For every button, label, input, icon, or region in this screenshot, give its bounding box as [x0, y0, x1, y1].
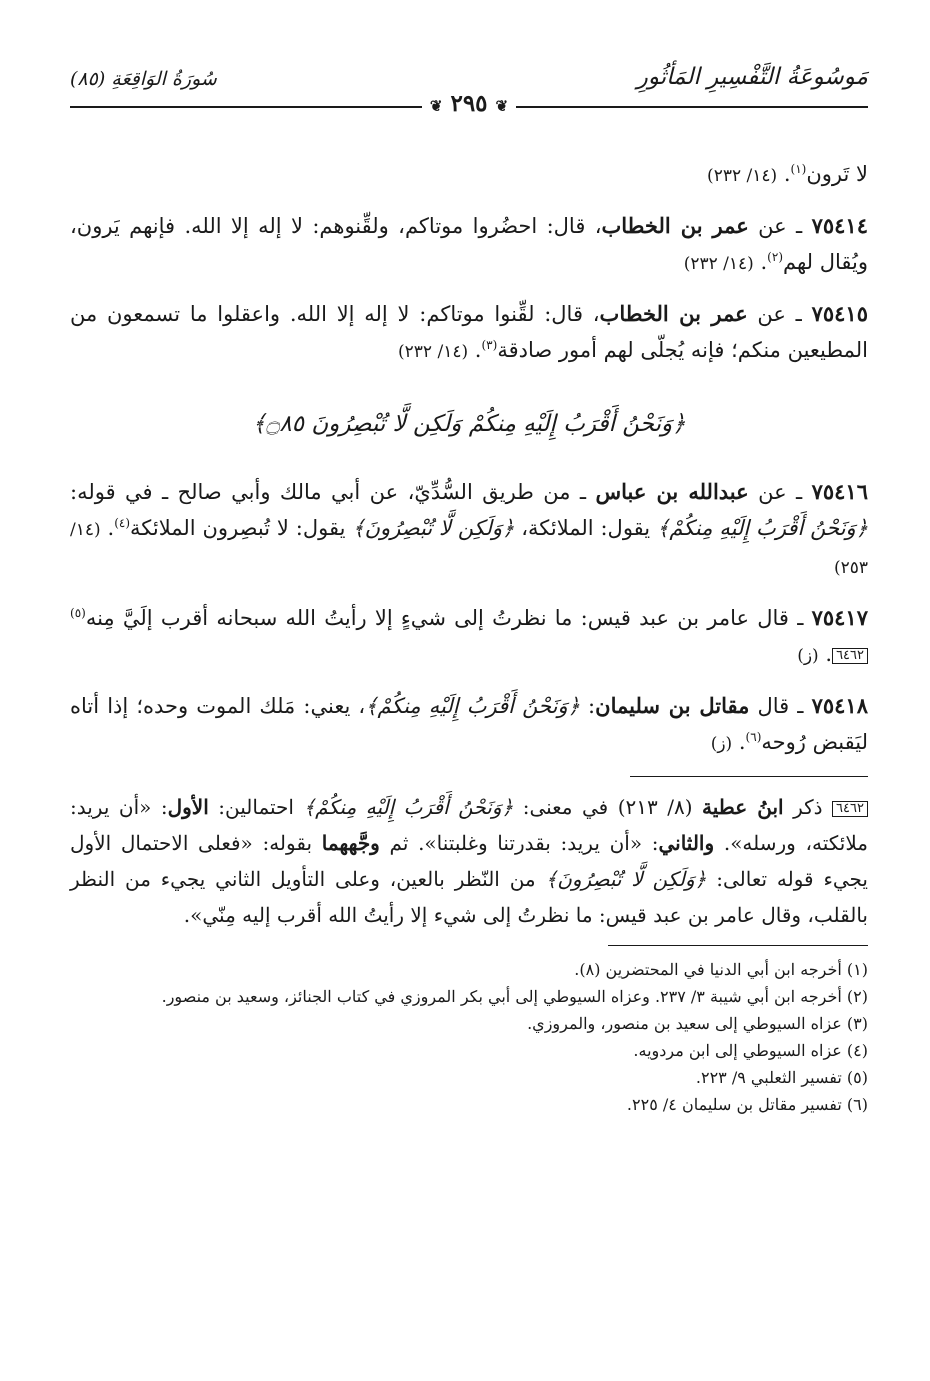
wajjah-label: وجَّههما	[321, 831, 380, 855]
narrator-name: عبدالله بن عباس	[595, 479, 749, 504]
footnote-mark: (٣)	[481, 338, 498, 352]
quran-quote: ﴿وَنَحْنُ أَقْرَبُ إِلَيْهِ مِنكُمْ﴾	[303, 795, 514, 819]
footnote: (٤) عزاه السيوطي إلى ابن مردويه.	[633, 1041, 868, 1060]
volume-reference: (١٤/ ٢٣٢)	[398, 342, 469, 362]
commentary-tag: ٦٤٦٢	[832, 648, 868, 664]
narration-entry: ٧٥٤١٤ ـ عن عمر بن الخطاب، قال: احضُروا موتاكم، ولقِّنوهم: لا إله إلا الله. فإنهم يَرون، ويُقال لهم$^{(٢)}$. (١٤/ ٢٣٢)	[70, 213, 868, 274]
ornament-icon: ❦	[429, 97, 443, 115]
entry-number: ٧٥٤١٥	[811, 301, 868, 326]
quran-quote: ﴿وَلَكِن لَّا تُبْصِرُونَ﴾	[545, 867, 707, 891]
book-title: مَوسُوعَةُ التَّفْسِيرِ المَأثُورِ	[636, 64, 868, 90]
first-label: الأول	[167, 795, 209, 819]
volume-reference: (ز)	[797, 646, 819, 666]
narration-entry: ٧٥٤١٦ ـ عن عبدالله بن عباس ـ من طريق السُّدِّيّ، عن أبي مالك وأبي صالح ـ في قوله: ﴿وَنَحْنُ أَقْرَبُ إِلَيْهِ مِنكُمْ﴾ يقول: الملائكة، ﴿وَلَكِن لَّا تُبْصِرُونَ﴾ يقول: لا تُبصِرون الملائكة$^{(٤)}$. (١٤/ ٢٥٣)	[70, 479, 869, 578]
footnote-mark: (٥)	[70, 606, 86, 620]
page-header	[70, 62, 868, 117]
volume-reference: (١٤/ ٢٣٢)	[707, 166, 778, 186]
narration-entry: ٧٥٤١٧ ـ قال عامر بن عبد قيس: ما نظرتُ إلى شيءٍ إلا رأيتُ الله سبحانه أقرب إلَيَّ مِنه$^{(٥)}$٦٤٦٢. (ز)	[70, 605, 868, 666]
footnote-mark: (٤)	[114, 516, 131, 530]
volume-reference: (١٤/ ٢٥٣)	[70, 520, 868, 578]
footnote-mark: (٦)	[745, 730, 762, 744]
footnote-mark: (١)	[790, 162, 807, 176]
verse-heading: ﴿وَنَحْنُ أَقْرَبُ إِلَيْهِ مِنكُمْ وَلَكِن لَّا تُبْصِرُونَ ۝٨٥﴾	[252, 411, 686, 437]
entry-number: ٧٥٤١٦	[811, 479, 868, 504]
entry-number: ٧٥٤١٧	[811, 605, 868, 630]
surah-label: سُورَةُ الوَاقِعَةِ (٨٥)	[70, 68, 217, 90]
quran-quote: ﴿وَنَحْنُ أَقْرَبُ إِلَيْهِ مِنكُمْ﴾	[657, 516, 869, 540]
footnotes	[70, 956, 868, 1118]
footnote: (٥) تفسير الثعلبي ٩/ ٢٢٣.	[695, 1068, 868, 1087]
quran-quote: ﴿وَنَحْنُ أَقْرَبُ إِلَيْهِ مِنكُمْ﴾	[365, 694, 580, 718]
narration-entry: ٧٥٤١٥ ـ عن عمر بن الخطاب، قال: لقِّنوا موتاكم: لا إله إلا الله. واعقلوا ما تسمعون من المطيعين منكم؛ فإنه يُجلّى لهم أمور صادقة$^{(٣)}$. (١٤/ ٢٣٢)	[70, 301, 868, 362]
footnote: (٢) أخرجه ابن أبي شيبة ٣/ ٢٣٧. وعزاه السيوطي إلى أبي بكر المروزي في كتاب الجنائز، وسعيد بن منصور.	[161, 987, 868, 1006]
page-number-box	[422, 90, 516, 117]
footnote: (٦) تفسير مقاتل بن سليمان ٤/ ٢٢٥.	[626, 1095, 868, 1114]
quran-quote: ﴿وَلَكِن لَّا تُبْصِرُونَ﴾	[352, 516, 515, 540]
entry-number: ٧٥٤١٤	[811, 213, 868, 238]
author-name: ابنُ عطية	[702, 795, 784, 819]
narrator-name: عمر بن الخطاب	[599, 301, 748, 326]
entry-number: ٧٥٤١٨	[811, 693, 868, 718]
volume-reference: (ز)	[710, 734, 733, 754]
footnote: (١) أخرجه ابن أبي الدنيا في المحتضرين (٨).	[574, 960, 868, 979]
volume-reference: (١٤/ ٢٣٢)	[683, 254, 754, 274]
ornament-icon: ❦	[495, 97, 509, 115]
footnote-separator	[608, 945, 868, 946]
second-label: والثاني	[658, 831, 715, 855]
page-number: ٢٩٥	[450, 90, 488, 117]
document-page	[70, 62, 868, 1118]
narrator-name: مقاتل بن سليمان	[595, 693, 750, 718]
commentary-tag: ٦٤٦٢	[832, 801, 868, 817]
narrator-name: عمر بن الخطاب	[601, 213, 749, 238]
footnote-mark: (٢)	[767, 250, 783, 264]
narration-entry: ٧٥٤١٨ ـ قال مقاتل بن سليمان: ﴿وَنَحْنُ أَقْرَبُ إِلَيْهِ مِنكُمْ﴾، يعني: مَلك الموت وحده؛ إذا أتاه ليَقبض رُوحه$^{(٦)}$. (ز)	[70, 693, 868, 754]
commentary-separator	[630, 776, 868, 777]
continuation-line: لا تَرون$^{(١)}$. (١٤/ ٢٣٢)	[707, 162, 868, 186]
main-text	[70, 156, 868, 762]
footnote: (٣) عزاه السيوطي إلى سعيد بن منصور، والمروزي.	[527, 1014, 868, 1033]
commentary-note: ٦٤٦٢ ذكر ابنُ عطية (٨/ ٢١٣) في معنى: ﴿وَنَحْنُ أَقْرَبُ إِلَيْهِ مِنكُمْ﴾ احتمالين: الأول: «أن يريد: ملائكته، ورسله». والثاني: «أن يريد: بقدرتنا وغلبتنا». ثم وجَّههما بقوله: «فعلى الاحتمال الأول يجيء قوله تعالى: ﴿وَلَكِن لَّا تُبْصِرُونَ﴾ من النّظر بالعين، وعلى التأويل الثاني يجيء من النظر بالقلب، وقال عامر بن عبد قيس: ما نظرتُ إلى شيء إلا رأيتُ الله أقرب إليه مِنّي».	[70, 795, 868, 927]
